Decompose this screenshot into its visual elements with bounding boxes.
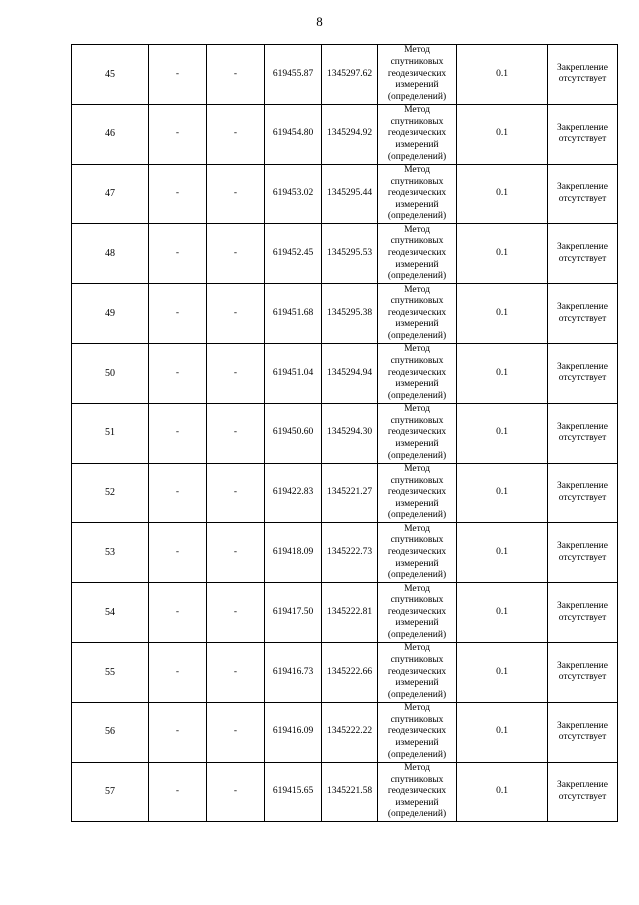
x-coordinate-cell: 619450.60 (265, 403, 322, 463)
fixing-line: отсутствует (558, 672, 607, 683)
fixing-line: отсутствует (558, 193, 607, 204)
empty-value-cell: - (207, 583, 265, 643)
fixing-line: Закрепление (557, 720, 608, 731)
method-cell (378, 702, 457, 762)
accuracy-cell: 0.1 (457, 45, 548, 105)
method-line: Метод (404, 762, 430, 773)
accuracy-cell: 0.1 (457, 164, 548, 224)
fixing-cell (548, 642, 618, 702)
method-line: геодезических (387, 606, 447, 617)
method-line: измерений (395, 558, 439, 569)
fixing-line: отсутствует (558, 433, 607, 444)
fixing-line: Закрепление (557, 62, 608, 73)
accuracy-cell: 0.1 (457, 702, 548, 762)
y-coordinate-cell: 1345297.62 (322, 45, 378, 105)
method-line: измерений (395, 259, 439, 270)
fixing-line: отсутствует (558, 732, 607, 743)
method-line: спутниковых (390, 415, 444, 426)
empty-value-cell: - (207, 463, 265, 523)
point-number-cell: 49 (72, 284, 149, 344)
x-coordinate-cell: 619451.68 (265, 284, 322, 344)
y-coordinate-cell: 1345294.30 (322, 403, 378, 463)
point-number-cell: 47 (72, 164, 149, 224)
accuracy-cell: 0.1 (457, 642, 548, 702)
method-line: Метод (404, 165, 430, 175)
method-line: измерений (395, 737, 439, 748)
point-number-cell: 54 (72, 583, 149, 643)
fixing-cell (548, 224, 618, 284)
accuracy-cell: 0.1 (457, 523, 548, 583)
empty-value-cell: - (149, 45, 207, 105)
accuracy-cell: 0.1 (457, 343, 548, 403)
fixing-line: отсутствует (558, 253, 607, 264)
method-line: измерений (395, 199, 439, 210)
method-line: Метод (404, 463, 430, 474)
method-line: Метод (404, 45, 430, 56)
method-line: измерений (395, 678, 439, 689)
fixing-line: Закрепление (557, 600, 608, 611)
method-line: измерений (395, 498, 439, 509)
fixing-cell (548, 104, 618, 164)
method-line: спутниковых (390, 176, 444, 187)
x-coordinate-cell: 619418.09 (265, 523, 322, 583)
accuracy-cell: 0.1 (457, 284, 548, 344)
point-number-cell: 51 (72, 403, 149, 463)
method-line: Метод (404, 284, 430, 295)
empty-value-cell: - (207, 224, 265, 284)
method-cell (378, 642, 457, 702)
method-line: спутниковых (390, 774, 444, 785)
point-number-cell: 50 (72, 343, 149, 403)
fixing-line: отсутствует (558, 313, 607, 324)
method-line: (определений) (387, 390, 447, 401)
x-coordinate-cell: 619417.50 (265, 583, 322, 643)
empty-value-cell: - (207, 343, 265, 403)
point-number-cell: 55 (72, 642, 149, 702)
method-cell (378, 762, 457, 822)
method-line: (определений) (387, 809, 447, 820)
table-row (72, 224, 618, 284)
fixing-line: Закрепление (557, 242, 608, 253)
y-coordinate-cell: 1345222.73 (322, 523, 378, 583)
empty-value-cell: - (207, 403, 265, 463)
point-number-cell: 56 (72, 702, 149, 762)
method-line: Метод (404, 523, 430, 534)
method-line: измерений (395, 797, 439, 808)
method-cell (378, 463, 457, 523)
method-line: геодезических (387, 786, 447, 797)
method-line: спутниковых (390, 595, 444, 606)
empty-value-cell: - (207, 523, 265, 583)
method-line: спутниковых (390, 355, 444, 366)
method-line: Метод (404, 224, 430, 235)
method-line: спутниковых (390, 535, 444, 546)
method-line: геодезических (387, 666, 447, 677)
method-line: (определений) (387, 689, 447, 700)
method-line: (определений) (387, 91, 447, 102)
fixing-cell (548, 164, 618, 224)
method-line: геодезических (387, 726, 447, 737)
empty-value-cell: - (149, 523, 207, 583)
method-line: (определений) (387, 749, 447, 760)
fixing-line: Закрепление (557, 361, 608, 372)
table-row (72, 164, 618, 224)
method-line: измерений (395, 319, 439, 330)
empty-value-cell: - (149, 702, 207, 762)
y-coordinate-cell: 1345221.27 (322, 463, 378, 523)
x-coordinate-cell: 619452.45 (265, 224, 322, 284)
table-row (72, 463, 618, 523)
method-line: измерений (395, 438, 439, 449)
method-cell (378, 224, 457, 284)
empty-value-cell: - (149, 762, 207, 822)
fixing-cell (548, 284, 618, 344)
method-line: Метод (404, 583, 430, 594)
fixing-line: отсутствует (558, 612, 607, 623)
y-coordinate-cell: 1345295.44 (322, 164, 378, 224)
fixing-line: отсутствует (558, 492, 607, 503)
accuracy-cell: 0.1 (457, 583, 548, 643)
fixing-cell (548, 523, 618, 583)
method-line: измерений (395, 139, 439, 150)
y-coordinate-cell: 1345295.38 (322, 284, 378, 344)
y-coordinate-cell: 1345222.66 (322, 642, 378, 702)
x-coordinate-cell: 619453.02 (265, 164, 322, 224)
point-number-cell: 52 (72, 463, 149, 523)
accuracy-cell: 0.1 (457, 224, 548, 284)
empty-value-cell: - (207, 762, 265, 822)
method-line: (определений) (387, 271, 447, 282)
fixing-line: Закрепление (557, 421, 608, 432)
empty-value-cell: - (207, 702, 265, 762)
fixing-line: Закрепление (557, 541, 608, 552)
method-line: геодезических (387, 188, 447, 199)
empty-value-cell: - (149, 403, 207, 463)
accuracy-cell: 0.1 (457, 463, 548, 523)
x-coordinate-cell: 619416.09 (265, 702, 322, 762)
empty-value-cell: - (207, 164, 265, 224)
empty-value-cell: - (149, 642, 207, 702)
empty-value-cell: - (149, 164, 207, 224)
point-number-cell: 46 (72, 104, 149, 164)
x-coordinate-cell: 619415.65 (265, 762, 322, 822)
x-coordinate-cell: 619416.73 (265, 642, 322, 702)
method-line: спутниковых (390, 57, 444, 67)
fixing-line: Закрепление (557, 301, 608, 312)
method-line: (определений) (387, 629, 447, 640)
method-line: спутниковых (390, 714, 444, 725)
fixing-line: отсутствует (558, 74, 607, 85)
method-line: спутниковых (390, 236, 444, 247)
method-line: Метод (404, 643, 430, 654)
table-row (72, 343, 618, 403)
table-row (72, 702, 618, 762)
method-cell (378, 104, 457, 164)
method-line: спутниковых (390, 296, 444, 307)
method-line: геодезических (387, 247, 447, 258)
x-coordinate-cell: 619451.04 (265, 343, 322, 403)
y-coordinate-cell: 1345294.94 (322, 343, 378, 403)
method-line: Метод (404, 344, 430, 355)
method-line: спутниковых (390, 475, 444, 486)
empty-value-cell: - (149, 463, 207, 523)
x-coordinate-cell: 619455.87 (265, 45, 322, 105)
method-line: (определений) (387, 211, 447, 222)
method-cell (378, 583, 457, 643)
table-row (72, 642, 618, 702)
method-line: геодезических (387, 68, 447, 79)
x-coordinate-cell: 619454.80 (265, 104, 322, 164)
method-line: (определений) (387, 570, 447, 581)
table-row (72, 583, 618, 643)
method-cell (378, 523, 457, 583)
y-coordinate-cell: 1345222.22 (322, 702, 378, 762)
fixing-line: Закрепление (557, 122, 608, 133)
empty-value-cell: - (149, 583, 207, 643)
fixing-line: отсутствует (558, 373, 607, 384)
fixing-line: Закрепление (557, 182, 608, 193)
fixing-line: Закрепление (557, 780, 608, 791)
table-row (72, 523, 618, 583)
method-line: геодезических (387, 487, 447, 498)
point-number-cell: 57 (72, 762, 149, 822)
method-cell (378, 343, 457, 403)
accuracy-cell: 0.1 (457, 403, 548, 463)
method-cell (378, 284, 457, 344)
table-row (72, 104, 618, 164)
y-coordinate-cell: 1345221.58 (322, 762, 378, 822)
method-line: Метод (404, 703, 430, 714)
fixing-cell (548, 463, 618, 523)
coordinates-table (71, 44, 618, 822)
y-coordinate-cell: 1345222.81 (322, 583, 378, 643)
empty-value-cell: - (149, 284, 207, 344)
point-number-cell: 53 (72, 523, 149, 583)
method-cell (378, 164, 457, 224)
method-line: геодезических (387, 128, 447, 139)
method-line: спутниковых (390, 116, 444, 127)
empty-value-cell: - (207, 104, 265, 164)
method-line: Метод (404, 105, 430, 116)
method-cell (378, 45, 457, 105)
method-line: измерений (395, 379, 439, 390)
method-line: Метод (404, 404, 430, 415)
fixing-cell (548, 45, 618, 105)
fixing-line: Закрепление (557, 660, 608, 671)
method-line: (определений) (387, 450, 447, 461)
method-line: измерений (395, 80, 439, 91)
fixing-cell (548, 702, 618, 762)
empty-value-cell: - (207, 45, 265, 105)
table-row (72, 284, 618, 344)
accuracy-cell: 0.1 (457, 104, 548, 164)
method-line: геодезических (387, 546, 447, 557)
fixing-cell (548, 403, 618, 463)
point-number-cell: 45 (72, 45, 149, 105)
fixing-cell (548, 343, 618, 403)
empty-value-cell: - (149, 104, 207, 164)
table-row (72, 403, 618, 463)
empty-value-cell: - (207, 284, 265, 344)
method-line: (определений) (387, 330, 447, 341)
fixing-line: отсутствует (558, 552, 607, 563)
y-coordinate-cell: 1345295.53 (322, 224, 378, 284)
fixing-cell (548, 583, 618, 643)
method-line: геодезических (387, 367, 447, 378)
empty-value-cell: - (149, 343, 207, 403)
x-coordinate-cell: 619422.83 (265, 463, 322, 523)
table-body (72, 45, 618, 822)
method-line: (определений) (387, 151, 447, 162)
method-line: геодезических (387, 427, 447, 438)
method-line: геодезических (387, 307, 447, 318)
empty-value-cell: - (149, 224, 207, 284)
fixing-cell (548, 762, 618, 822)
point-number-cell: 48 (72, 224, 149, 284)
empty-value-cell: - (207, 642, 265, 702)
fixing-line: отсутствует (558, 134, 607, 145)
y-coordinate-cell: 1345294.92 (322, 104, 378, 164)
fixing-line: отсутствует (558, 791, 607, 802)
fixing-line: Закрепление (557, 481, 608, 492)
accuracy-cell: 0.1 (457, 762, 548, 822)
table-row (72, 762, 618, 822)
method-line: (определений) (387, 510, 447, 521)
table-row (72, 45, 618, 105)
method-line: спутниковых (390, 654, 444, 665)
method-cell (378, 403, 457, 463)
method-line: измерений (395, 618, 439, 629)
page-number: 8 (316, 14, 323, 29)
